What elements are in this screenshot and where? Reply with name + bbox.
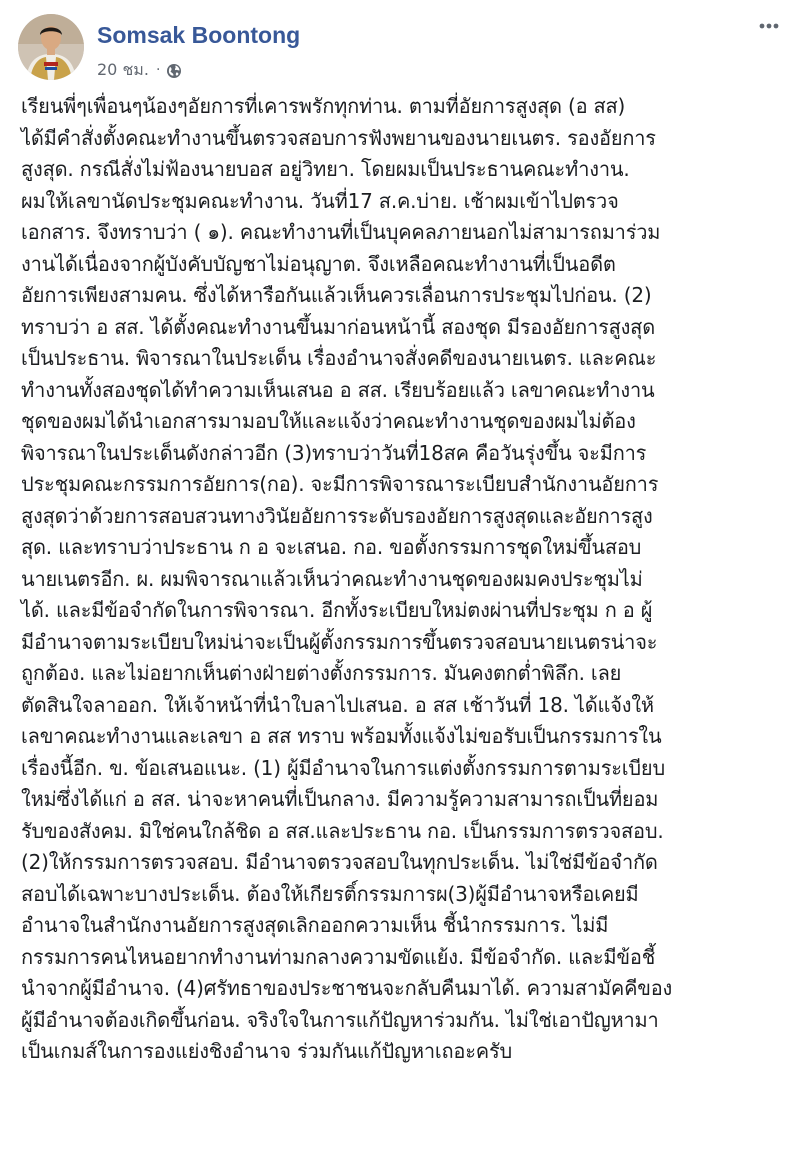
post-text-line: เป็นเกมส์ในการองแย่งชิงอำนาจ ร่วมกันแก้ปัญหาเถอะครับ <box>21 1039 512 1063</box>
post-text-line: สอบได้เฉพาะบางประเด็น. ต้องให้เกียรติ์กรรมการผ(3)ผู้มีอำนาจหรือเคยมี <box>21 881 639 906</box>
post-text-line: ผมให้เลขานัดประชุมคณะทำงาน. วันที่17 ส.ค.บ่าย. เช้าผมเข้าไปตรวจ <box>21 188 619 213</box>
post-text-line: ชุดของผมได้นำเอกสารมามอบให้และแจ้งว่าคณะทำงานชุดของผมไม่ต้อง <box>21 409 636 433</box>
post-text-line: นายเนตรอีก. ผ. ผมพิจารณาแล้วเห็นว่าคณะทำงานชุดของผมคงประชุมไม่ <box>21 566 643 591</box>
more-horizontal-icon <box>752 14 786 38</box>
post-text-line: กรรมการคนไหนอยากทำงานท่ามกลางความขัดแย้ง. มีข้อจำกัด. และมีข้อชี้ <box>21 944 656 969</box>
profile-photo <box>18 14 84 80</box>
post-text-line: ตัดสินใจลาออก. ให้เจ้าหน้าที่นำใบลาไปเสนอ. อ สส เช้าวันที่ 18. ได้แจ้งให้ <box>21 692 654 717</box>
post-text-line: ถูกต้อง. และไม่อยากเห็นต่างฝ่ายต่างตั้งกรรมการ. มันคงตกต่ำพิลึก. เลย <box>21 661 622 685</box>
post-text-line: ทำงานทั้งสองชุดได้ทำความเห็นเสนอ อ สส. เรียบร้อยแล้ว เลขาคณะทำงาน <box>21 377 655 402</box>
post-text-line: เอกสาร. จึงทราบว่า ( ๑). คณะทำงานที่เป็นบุคคลภายนอกไม่สามารถมาร่วม <box>21 220 661 244</box>
post-text-line: ผู้มีอำนาจต้องเกิดขึ้นก่อน. จริงใจในการแก้ปัญหาร่วมกัน. ไม่ใช่เอาปัญหามา <box>21 1007 659 1032</box>
post-text-line: สูงสุด. กรณีสั่งไม่ฟ้องนายบอส อยู่วิทยา. โดยผมเป็นประธานคณะทำงาน. <box>21 157 630 181</box>
post-text-line: อำนาจในสำนักงานอัยการสูงสุดเลิกออกความเห็น ชี้นำกรรมการ. ไม่มี <box>21 913 609 937</box>
post-text-line: อัยการเพียงสามคน. ซึ่งได้หารือกันแล้วเห็นควรเลื่อนการประชุมไปก่อน. (2) <box>21 283 652 307</box>
post-text-line: เป็นประธาน. พิจารณาในประเด็น เรื่องอำนาจสั่งคดีของนายเนตร. และคณะ <box>21 346 657 370</box>
post-text-line: ใหม่ซึ่งได้แก่ อ สส. น่าจะหาคนที่เป็นกลาง. มีความรู้ความสามารถเป็นที่ยอม <box>21 787 659 811</box>
post-text-line: งานได้เนื่องจากผู้บังคับบัญชาไม่อนุญาต. จึงเหลือคณะทำงานที่เป็นอดีต <box>21 251 616 276</box>
post-text-line: สุด. และทราบว่าประธาน ก อ จะเสนอ. กอ. ขอตั้งกรรมการชุดใหม่ขึ้นสอบ <box>21 535 642 559</box>
post-text <box>21 91 781 1068</box>
post-text-line: พิจารณาในประเด็นดังกล่าวอีก (3)ทราบว่าวันที่18สค คือวันรุ่งขึ้น จะมีการ <box>21 440 647 465</box>
post-text-line: ได้มีคำสั่งตั้งคณะทำงานขึ้นตรวจสอบการฟังพยานของนายเนตร. รองอัยการ <box>21 125 656 150</box>
post-text-line: ทราบว่า อ สส. ได้ตั้งคณะทำงานขึ้นมาก่อนหน้านี้ สองชุด มีรองอัยการสูงสุด <box>21 314 655 339</box>
post-text-line: มีอำนาจตามระเบียบใหม่น่าจะเป็นผู้ตั้งกรรมการขึ้นตรวจสอบนายเนตรน่าจะ <box>21 629 658 654</box>
post-text-line: เรื่องนี้อีก. ข. ข้อเสนอแนะ. (1) ผู้มีอำนาจในการแต่งตั้งกรรมการตามระเบียบ <box>21 755 665 780</box>
post-text-line: รับของสังคม. มิใช่คนใกล้ชิด อ สส.และประธาน กอ. เป็นกรรมการตรวจสอบ. <box>21 818 664 843</box>
author-avatar[interactable] <box>18 14 84 80</box>
post-text-line: ได้. และมีข้อจำกัดในการพิจารณา. อีกทั้งระเบียบใหม่ตงผ่านที่ประชุม ก อ ผู้ <box>21 598 653 622</box>
post-text-line: เลขาคณะทำงานและเลขา อ สส ทราบ พร้อมทั้งแจ้งไม่ขอรับเป็นกรรมการใน <box>21 724 662 748</box>
more-options-button[interactable] <box>752 14 786 38</box>
globe-icon[interactable] <box>166 63 182 79</box>
meta-separator: · <box>155 62 161 78</box>
post-text-line: นำจากผู้มีอำนาจ. (4)ศรัทธาของประชาชนจะกลับคืนมาได้. ความสามัคคีของ <box>21 976 673 1000</box>
post-text-line: ประชุมคณะกรรมการอัยการ(กอ). จะมีการพิจารณาระเบียบสำนักงานอัยการ <box>21 472 659 496</box>
post-text-line: (2)ให้กรรมการตรวจสอบ. มีอำนาจตรวจสอบในทุกประเด็น. ไม่ใช่มีข้อจำกัด <box>21 850 658 874</box>
post-text-line: สูงสุดว่าด้วยการสอบสวนทางวินัยอัยการระดับรองอัยการสูงสุดและอัยการสูง <box>21 503 653 528</box>
post-timestamp[interactable]: 20 ชม. <box>97 59 149 79</box>
author-name[interactable]: Somsak Boontong <box>97 22 301 48</box>
post-meta <box>97 59 182 81</box>
post-header <box>18 14 786 84</box>
post-text-line: เรียนพี่ๆเพื่อนๆน้องๆอัยการที่เคารพรักทุกท่าน. ตามที่อัยการสูงสุด (อ สส) <box>21 94 626 118</box>
